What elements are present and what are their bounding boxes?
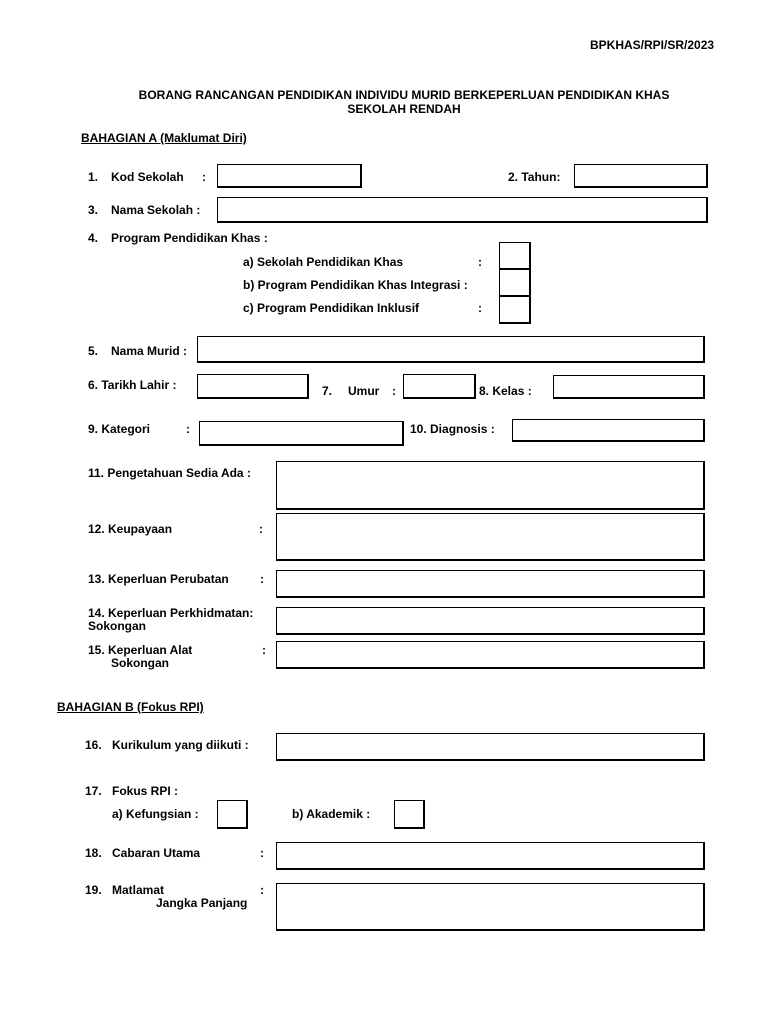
- q7-colon: :: [392, 384, 396, 398]
- q3-number: 3.: [88, 203, 99, 217]
- q14-label-line1: 14. Keperluan Perkhidmatan:: [88, 606, 254, 620]
- diagnosis-field[interactable]: [512, 419, 705, 442]
- q18-number: 18.: [85, 846, 102, 860]
- q17-number: 17.: [85, 784, 102, 798]
- q19-colon: :: [260, 883, 264, 897]
- q15-colon: :: [262, 643, 266, 657]
- kelas-field[interactable]: [553, 375, 705, 399]
- q12-colon: :: [259, 522, 263, 536]
- q5-label: Nama Murid :: [111, 344, 188, 358]
- q4-option-a-label: a) Sekolah Pendidikan Khas: [243, 255, 404, 269]
- q17-label: Fokus RPI :: [112, 784, 179, 798]
- q17-option-a-label: a) Kefungsian :: [112, 807, 199, 821]
- q4-number: 4.: [88, 231, 99, 245]
- q16-label: Kurikulum yang diikuti :: [112, 738, 249, 752]
- keupayaan-field[interactable]: [276, 513, 705, 561]
- matlamat-jangka-panjang-field[interactable]: [276, 883, 705, 931]
- program-integrasi-checkbox[interactable]: [499, 269, 531, 297]
- akademik-checkbox[interactable]: [394, 800, 425, 829]
- q12-label: 12. Keupayaan: [88, 522, 173, 536]
- form-code: BPKHAS/RPI/SR/2023: [590, 38, 715, 52]
- sekolah-pendidikan-khas-checkbox[interactable]: [499, 242, 531, 270]
- q3-label: Nama Sekolah :: [111, 203, 201, 217]
- umur-field[interactable]: [403, 374, 476, 399]
- q19-number: 19.: [85, 883, 102, 897]
- tahun-field[interactable]: [574, 164, 708, 188]
- q9-colon: :: [186, 422, 190, 436]
- keperluan-perkhidmatan-sokongan-field[interactable]: [276, 607, 705, 635]
- kategori-field[interactable]: [199, 421, 404, 446]
- q4-option-c-colon: :: [478, 301, 482, 315]
- q4-option-a-colon: :: [478, 255, 482, 269]
- q10-label: 10. Diagnosis :: [410, 422, 495, 436]
- kod-sekolah-field[interactable]: [217, 164, 362, 188]
- q5-number: 5.: [88, 344, 99, 358]
- q4-option-b-label: b) Program Pendidikan Khas Integrasi :: [243, 278, 468, 292]
- keperluan-perubatan-field[interactable]: [276, 570, 705, 598]
- q18-label: Cabaran Utama: [112, 846, 201, 860]
- q2-label: 2. Tahun:: [508, 170, 561, 184]
- q19-label-line1: Matlamat: [112, 883, 165, 897]
- q6-label: 6. Tarikh Lahir :: [88, 378, 177, 392]
- q15-label-line1: 15. Keperluan Alat: [88, 643, 193, 657]
- q18-colon: :: [260, 846, 264, 860]
- q17-option-b-label: b) Akademik :: [292, 807, 371, 821]
- q15-label-line2: Sokongan: [111, 656, 170, 670]
- q7-label: Umur: [348, 384, 380, 398]
- q13-label: 13. Keperluan Perubatan: [88, 572, 229, 586]
- q4-option-c-label: c) Program Pendidikan Inklusif: [243, 301, 420, 315]
- nama-sekolah-field[interactable]: [217, 197, 708, 223]
- section-a-heading: BAHAGIAN A (Maklumat Diri): [81, 131, 247, 145]
- form-title-line2: SEKOLAH RENDAH: [347, 102, 461, 116]
- q16-number: 16.: [85, 738, 102, 752]
- q19-label-line2: Jangka Panjang: [156, 896, 248, 910]
- nama-murid-field[interactable]: [197, 336, 705, 363]
- q9-label: 9. Kategori: [88, 422, 151, 436]
- q7-number: 7.: [322, 384, 333, 398]
- q14-label-line2: Sokongan: [88, 619, 147, 633]
- q11-label: 11. Pengetahuan Sedia Ada :: [88, 466, 251, 480]
- section-b-heading: BAHAGIAN B (Fokus RPI): [57, 700, 204, 714]
- q1-label: Kod Sekolah: [111, 170, 184, 184]
- q1-colon: :: [202, 170, 206, 184]
- cabaran-utama-field[interactable]: [276, 842, 705, 870]
- q1-number: 1.: [88, 170, 99, 184]
- q8-label: 8. Kelas :: [479, 384, 532, 398]
- kefungsian-checkbox[interactable]: [217, 800, 248, 829]
- keperluan-alat-sokongan-field[interactable]: [276, 641, 705, 669]
- form-title-line1: BORANG RANCANGAN PENDIDIKAN INDIVIDU MURID BERKEPERLUAN PENDIDIKAN KHAS: [138, 88, 670, 102]
- q4-label: Program Pendidikan Khas :: [111, 231, 268, 245]
- program-inklusif-checkbox[interactable]: [499, 296, 531, 324]
- pengetahuan-sedia-ada-field[interactable]: [276, 461, 705, 510]
- q13-colon: :: [260, 572, 264, 586]
- kurikulum-field[interactable]: [276, 733, 705, 761]
- tarikh-lahir-field[interactable]: [197, 374, 309, 399]
